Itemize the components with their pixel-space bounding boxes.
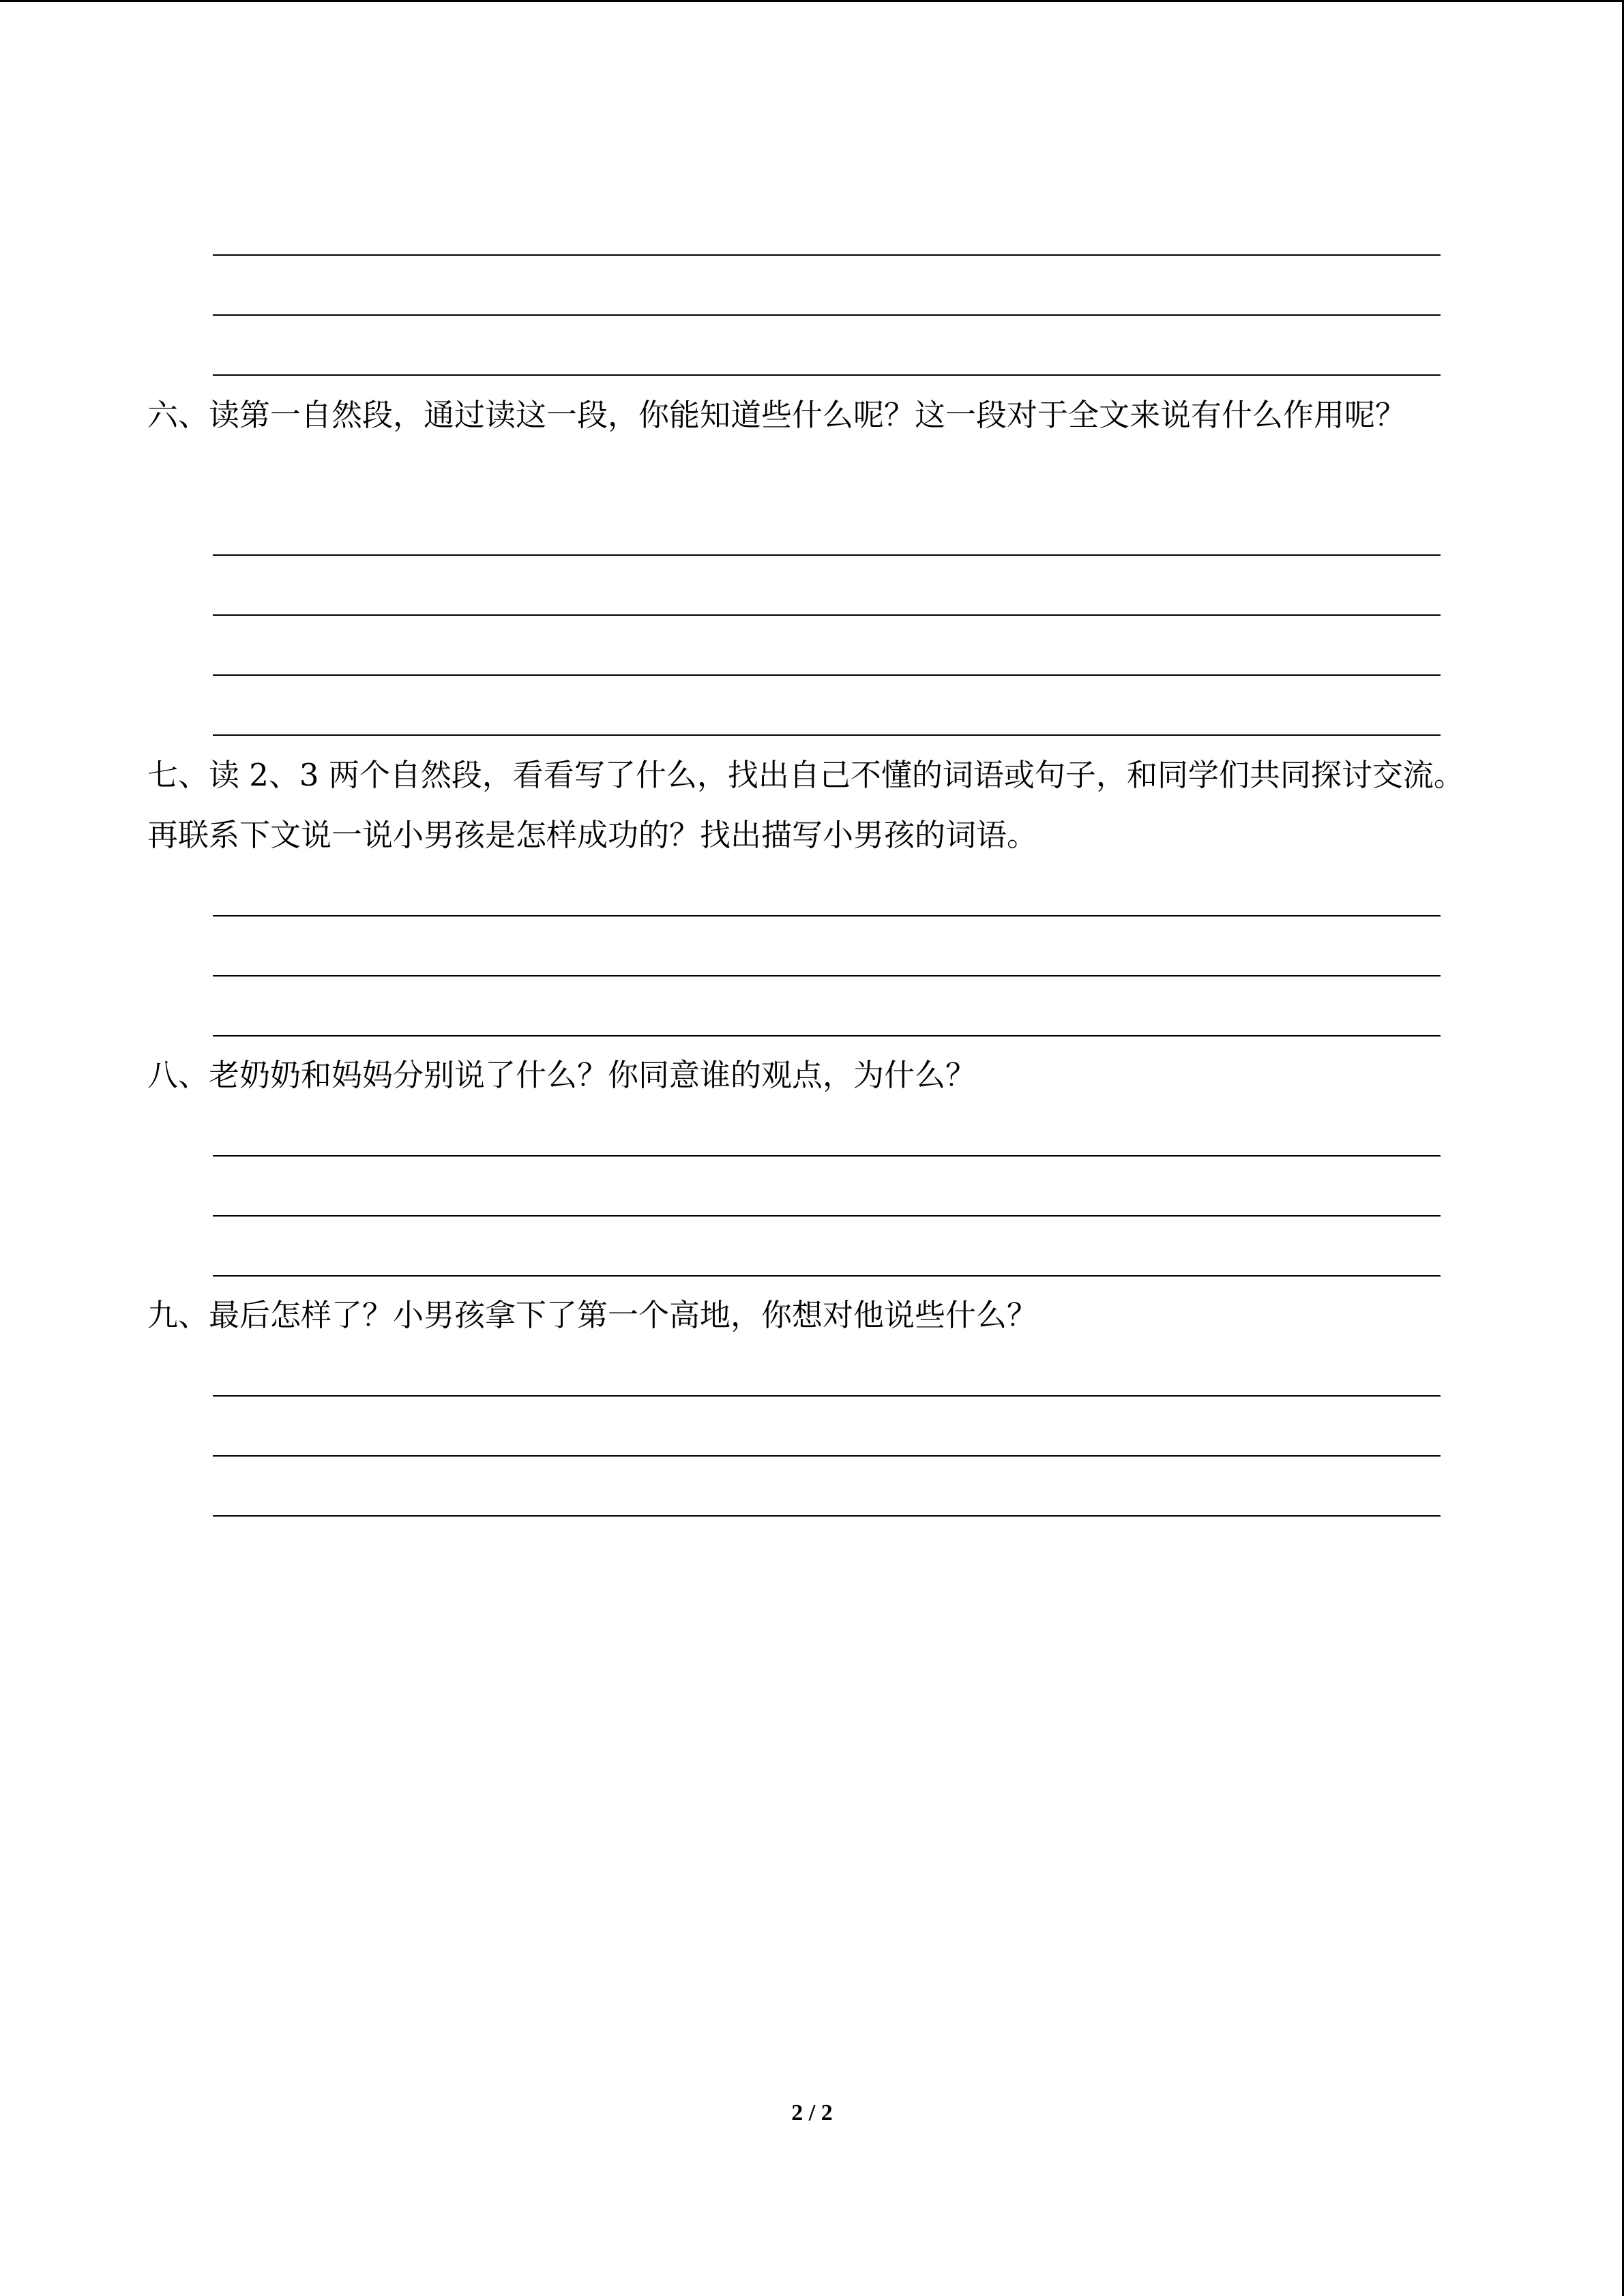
answer-line	[213, 975, 1441, 976]
question-9-text: 九、最后怎样了？小男孩拿下了第一个高地，你想对他说些什么？	[147, 1297, 1038, 1333]
answer-line	[213, 1035, 1441, 1037]
answer-line	[213, 1215, 1441, 1217]
answer-line	[213, 1515, 1441, 1517]
answer-line	[213, 314, 1441, 316]
question-8-text: 八、老奶奶和妈妈分别说了什么？你同意谁的观点，为什么？	[147, 1057, 977, 1093]
answer-line	[213, 614, 1441, 616]
answer-line	[213, 374, 1441, 376]
answer-line	[213, 554, 1441, 556]
answer-line	[213, 1395, 1441, 1397]
answer-line	[213, 1275, 1441, 1277]
question-6-text: 六、读第一自然段，通过读这一段，你能知道些什么呢？这一段对于全文来说有什么作用呢？	[147, 397, 1406, 433]
answer-line	[213, 915, 1441, 916]
answer-line	[213, 734, 1441, 736]
answer-line	[213, 674, 1441, 676]
answer-line	[213, 254, 1441, 256]
answer-line	[213, 1455, 1441, 1457]
question-7-text: 七、读 2、3 两个自然段，看看写了什么，找出自己不懂的词语或句子，和同学们共同探讨交流。再联系下文说一说小男孩是怎样成功的？找出描写小男孩的词语。	[147, 757, 1464, 853]
answer-line	[213, 1155, 1441, 1157]
page-number: 2 / 2	[791, 2100, 833, 2126]
